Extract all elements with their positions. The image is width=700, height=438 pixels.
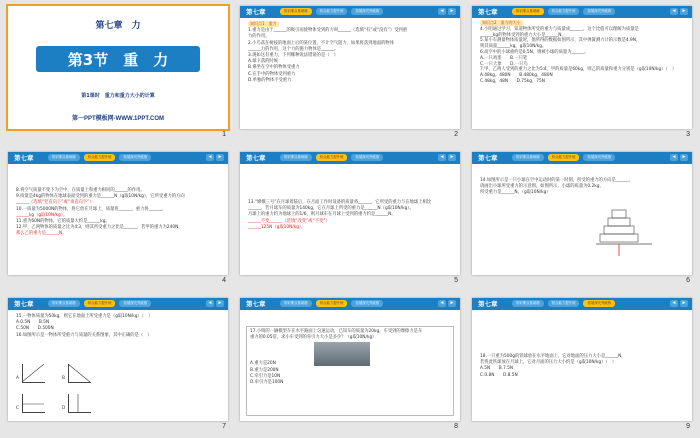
slide-number: 4 [222, 277, 226, 284]
text-line: 所受重力是______N。（g取10N/kg） [480, 190, 551, 196]
text-line: C.50N D.500N [16, 326, 54, 332]
slide-header-bar [472, 298, 692, 310]
chapter-label: 第七章 [14, 300, 34, 308]
slide-5-canvas [240, 152, 460, 275]
chapter-label: 第七章 [14, 154, 34, 162]
slide-thumbnail-6[interactable] [466, 146, 698, 292]
slide-thumbnail-4[interactable] [2, 146, 234, 292]
tab-improve: 综合能力提升练 [316, 154, 348, 161]
text-line: D.单独的物体不受重力 [248, 77, 292, 83]
tab-extend: 拓展探究突破练 [583, 300, 615, 307]
slide-2-canvas [240, 6, 460, 129]
slide-number: 2 [454, 131, 458, 138]
slide-number: 5 [454, 277, 458, 284]
slide-thumbnail-8[interactable] [234, 292, 466, 438]
text-line: 11.重为60N的物体，它的质量大约是______kg。 [16, 219, 110, 225]
text-line: 2.小鸟落在树枝的地面上后的某位置，不计空气阻力，如果将落到地面的物体 [248, 40, 394, 46]
prev-icon: ◄ [439, 154, 445, 160]
graph-label: B [62, 376, 65, 381]
text-line: A.球下落的时候 [248, 59, 279, 65]
prev-icon: ◄ [439, 300, 445, 306]
text-line: 7.甲、乙两人受到的重力之比为5∶4，甲的质量是60kg，则乙的质量和重力分别是（g取10N/kg）（ ） [480, 67, 677, 73]
text-line: 月球上的重力约为地球上的1/6，则月球车在月球上受到的重力约是______N。 [248, 212, 396, 218]
slide-9-canvas [472, 298, 692, 421]
slide-3-canvas [472, 6, 692, 129]
text-line: A.5N B.7.5N [480, 366, 514, 372]
slide-header-bar [8, 152, 228, 164]
tab-improve: 综合能力提升练 [548, 154, 580, 161]
tab-basic: 知识要点基础练 [512, 300, 544, 307]
next-icon: ► [217, 300, 223, 306]
slide-8-canvas [240, 298, 460, 421]
graph-label: D [62, 406, 66, 411]
text-line: 16.如图所示是一物体所受重力与质量的关系图象，其中正确的是（ ） [16, 332, 152, 338]
text-line: ______（选填“竖直向下”或“垂直向下”） [16, 200, 94, 206]
text-line: A.0.5N B.5N [16, 320, 50, 326]
prev-icon: ◄ [671, 300, 677, 306]
text-line: 重力的0.05倍，求小车受到的牵引力大小是多少？（g取10N/kg） [250, 335, 377, 341]
chapter-title: 第七章 力 [95, 21, 141, 31]
next-icon: ► [681, 8, 687, 14]
next-icon: ► [449, 300, 455, 306]
text-line: 1.重力是由于______的吸引而使物体受到的力叫______（选填“有”或“没有”）受到重 [248, 28, 408, 34]
section-title-band [36, 46, 200, 72]
next-icon: ► [449, 154, 455, 160]
slide-header-bar [240, 6, 460, 18]
tab-extend: 拓展探究突破练 [583, 154, 615, 161]
prev-icon: ◄ [671, 154, 677, 160]
text-line: 13.“嫦娥三号”在月球着陆后，在月面工作时设备的质量将______，它所受的重力与在地球上相比 [248, 200, 432, 205]
text-line: 9.质量是4kg的物体在地球表面受到的重力是______N（g取10N/kg），它所受重力的方向 [16, 194, 185, 200]
slide-header-bar [472, 152, 692, 164]
slide-thumbnail-7[interactable] [2, 292, 234, 438]
chapter-label: 第七章 [246, 154, 266, 162]
slide-number: 3 [686, 131, 690, 138]
tab-extend: 拓展探究突破练 [583, 8, 615, 15]
text-line: 3.现如这有重力，下列哪种说法错误的是（ ） [248, 53, 339, 59]
chapter-label: 第七章 [246, 300, 266, 308]
tab-basic: 知识要点基础练 [512, 154, 544, 161]
slide-7-canvas [8, 298, 228, 421]
text-line: ______，若月球车的质量为140kg，它在月球上所受的重力是______N（g取10N/kg）。 [248, 206, 414, 212]
slide-number: 8 [454, 423, 458, 430]
text-line: C.一只大象 D.一只鸟 [480, 61, 528, 67]
tab-improve: 综合能力提升练 [316, 8, 348, 15]
next-icon: ► [449, 8, 455, 14]
text-line: B.乘坐在空中的物体受重力 [248, 65, 300, 71]
graph-lines [22, 364, 112, 414]
chapter-label: 第七章 [478, 8, 498, 16]
slide-header-bar [8, 298, 228, 310]
tab-extend: 拓展探究突破练 [351, 300, 383, 307]
tab-extend: 拓展探究突破练 [351, 154, 383, 161]
tab-basic: 知识要点基础练 [512, 8, 544, 15]
graph-label: A [16, 376, 19, 381]
slide-thumbnail-1[interactable] [2, 0, 234, 146]
slide-header-bar [240, 298, 460, 310]
text-line: 若将此铁球放在月球上，它对月面的压力大小约是（g取10N/kg）（ ） [480, 360, 617, 366]
tab-basic: 知识要点基础练 [48, 300, 80, 307]
next-icon: ► [681, 300, 687, 306]
slide-number: 9 [686, 423, 690, 430]
tab-improve: 综合能力提升练 [316, 300, 348, 307]
text-line: 4.小明通过学习，知道物体所受的重力与质量成______，这个比值可以理解为质量是 [480, 26, 639, 32]
tab-improve: 综合能力提升练 [84, 300, 116, 307]
chapter-label: 第七章 [478, 300, 498, 308]
text-line: 请画出小球所受重力的示意图，如图所示，小球的质量为0.2kg， [480, 184, 604, 190]
tab-extend: 拓展探究突破练 [119, 154, 151, 161]
graph-label: C [16, 406, 20, 411]
text-line: 8.将空气质量不变下为空中，在质量上和重力相同的______的作用。 [16, 188, 145, 193]
slide-6-canvas [472, 152, 692, 275]
tab-basic: 知识要点基础练 [48, 154, 80, 161]
slide-thumbnail-9[interactable] [466, 292, 698, 438]
text-line: 12.甲、乙两物体的质量之比为4∶3，则其所受重力之比是______，若甲的重力为240N， [16, 225, 183, 231]
text-line: 6.高空中的小球重约是0.5N，则被小球的质量为______。 [480, 49, 589, 55]
text-line: 15.一物体质量为50kg，则它在地面上所受重力是（g取10N/kg）（ ） [16, 314, 153, 319]
tab-extend: 拓展探究突破练 [351, 8, 383, 15]
knowledge-point-badge: 知识点1 重力 [250, 21, 277, 26]
prev-icon: ◄ [207, 300, 213, 306]
text-line: 力的作用。 [248, 34, 270, 40]
prev-icon: ◄ [671, 8, 677, 14]
car-photo [314, 342, 370, 366]
next-icon: ► [681, 154, 687, 160]
slide-sorter-grid [2, 0, 698, 438]
text-line: A.48kg，480N B.480kg，480N [480, 73, 553, 79]
site-watermark: 第一PPT模板网-WWW.1PPT.COM [72, 116, 164, 122]
prev-icon: ◄ [439, 8, 445, 14]
tab-basic: 知识要点基础练 [280, 300, 312, 307]
text-line: ______不变______（选填“改变”或“不变”） [248, 218, 330, 224]
text-line: 17.小明的一辆模型车在水平路面上匀速运动，已知车的质量为20kg，车受到的摩擦力是车 [250, 329, 423, 334]
stacked-blocks-figure [592, 204, 662, 259]
slide-thumbnail-3[interactable] [466, 0, 698, 146]
slide-header-bar [472, 6, 692, 18]
next-icon: ► [217, 154, 223, 160]
text-line: C.48kg，48N D.75kg，75N [480, 78, 545, 84]
tab-basic: 知识要点基础练 [280, 154, 312, 161]
slide-number: 6 [686, 277, 690, 284]
text-line: 那么乙的重力是______N。 [16, 231, 67, 237]
text-line: ______kg（g取10N/kg）。 [16, 212, 68, 218]
text-line: 10.一质量为5000N的物体，将它放在月球上，质量将______，重力将______。 [16, 206, 166, 212]
chapter-label: 第七章 [246, 8, 266, 16]
slide-number: 7 [222, 423, 226, 430]
tab-improve: 综合能力提升练 [548, 8, 580, 15]
tab-basic: 知识要点基础练 [280, 8, 312, 15]
text-line: C.牵引力是10N [250, 373, 281, 379]
slide-thumbnail-2[interactable] [234, 0, 466, 146]
tab-extend: 拓展探究突破练 [119, 300, 151, 307]
text-line: 则其质量______kg，g取10N/kg。 [480, 44, 547, 50]
slide-number: 1 [222, 131, 226, 138]
slide-4-canvas [8, 152, 228, 275]
text-line: ______力的作用，这个力的施力物体是______。 [248, 46, 339, 52]
text-line: ______125N（g取10N/kg）。 [248, 224, 306, 230]
lesson-subtitle: 第1课时 重力和重力大小的计算 [81, 93, 155, 99]
text-line: C.0.8N D.8.5N [480, 372, 518, 378]
text-line: 5.某小车测量物体质量时，他所得的数据如图所示，其中弹簧测力计的示数是4.9N， [480, 38, 641, 44]
text-line: A.一只鸡蛋 B.一只笔 [480, 55, 528, 61]
text-line: A.重力是20N [250, 361, 276, 367]
slide-thumbnail-5[interactable] [234, 146, 466, 292]
text-line: ______kg的物体受到的重力大小是______N。 [480, 32, 566, 38]
prev-icon: ◄ [207, 154, 213, 160]
text-line: 18.一只重为500g的铁球放在水平地面上，它对地面的压力大小是______N， [480, 354, 626, 359]
section-title: 第3节 重 力 [67, 51, 169, 69]
tab-improve: 综合能力提升练 [548, 300, 580, 307]
slide-1-canvas [8, 6, 228, 129]
slide-header-bar [240, 152, 460, 164]
chapter-label: 第七章 [478, 154, 498, 162]
knowledge-point-badge: 知识点2 重力的大小 [482, 20, 521, 25]
text-line: C.在手中的物体受到重力 [248, 71, 296, 77]
text-line: D.牵引力是100N [250, 380, 284, 386]
text-line: B.重力是200N [250, 367, 279, 373]
tab-improve: 综合能力提升练 [84, 154, 116, 161]
text-line: 14.如图所示是一只小球在空中运动时的某一时刻，所受的重力的方向是______， [480, 178, 633, 183]
